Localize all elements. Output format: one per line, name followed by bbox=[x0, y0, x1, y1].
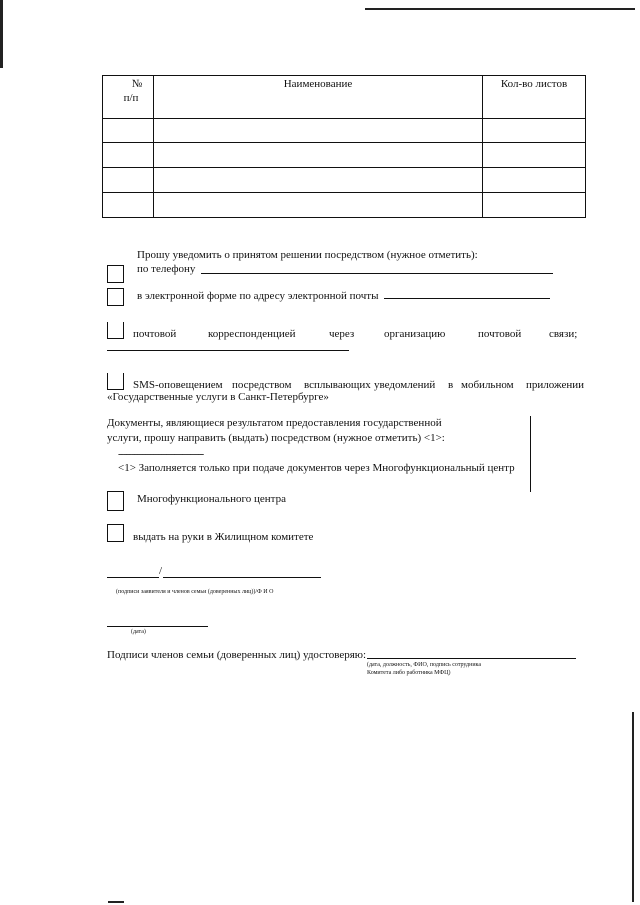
certify-caption-line2: Комитета либо работника МФЦ) bbox=[367, 670, 451, 676]
table-row bbox=[103, 168, 586, 193]
col-sheets-header: Кол-во листов bbox=[483, 76, 586, 119]
sms-word: уведомлений bbox=[374, 379, 436, 391]
post-word: почтовой bbox=[478, 328, 522, 340]
col-num-header: № п/п bbox=[103, 76, 154, 119]
sms-word: приложении bbox=[526, 379, 584, 391]
documents-table bbox=[102, 75, 586, 218]
table-cell[interactable] bbox=[103, 119, 154, 143]
table-cell[interactable] bbox=[483, 193, 586, 218]
sms-word: посредством bbox=[232, 379, 292, 391]
scan-edge-left bbox=[0, 0, 3, 68]
result-bracket-line bbox=[530, 416, 531, 492]
table-cell[interactable] bbox=[483, 119, 586, 143]
post-address-field[interactable] bbox=[107, 350, 349, 351]
table-header-row bbox=[103, 76, 586, 119]
table-cell[interactable] bbox=[154, 193, 483, 218]
notify-post-checkbox[interactable] bbox=[107, 322, 124, 339]
signature-slash: / bbox=[159, 565, 163, 577]
scan-edge-bottom bbox=[108, 901, 124, 903]
table-cell[interactable] bbox=[103, 143, 154, 168]
table-cell[interactable] bbox=[103, 168, 154, 193]
notify-sms-checkbox[interactable] bbox=[107, 373, 124, 390]
deliver-committee-checkbox[interactable] bbox=[107, 524, 124, 542]
phone-number-field[interactable] bbox=[201, 273, 553, 274]
notify-email-label: в электронной форме по адресу электронной почты bbox=[137, 290, 379, 302]
scan-edge-top bbox=[365, 8, 635, 10]
date-caption: (дата) bbox=[131, 629, 146, 635]
post-word: корреспонденцией bbox=[208, 328, 296, 340]
sms-app-name: «Государственные услуги в Санкт-Петербурге» bbox=[107, 391, 329, 403]
footnote-text: <1> Заполняется только при подаче документов через Многофункциональный центр bbox=[118, 462, 515, 474]
col-name-header: Наименование bbox=[154, 76, 483, 119]
notify-phone-checkbox[interactable] bbox=[107, 265, 124, 283]
table-cell[interactable] bbox=[154, 168, 483, 193]
result-text-line2: услуги, прошу направить (выдать) посредством (нужное отметить) <1>: bbox=[107, 432, 445, 444]
table-row bbox=[103, 143, 586, 168]
certify-label: Подписи членов семьи (доверенных лиц) удостоверяю: bbox=[107, 649, 367, 661]
notify-intro: Прошу уведомить о принятом решении посредством (нужное отметить): bbox=[137, 249, 478, 261]
certify-field[interactable] bbox=[367, 658, 576, 659]
post-word: связи; bbox=[549, 328, 578, 340]
date-field[interactable] bbox=[107, 626, 208, 627]
deliver-mfc-label: Многофункционального центра bbox=[137, 493, 286, 505]
table-cell[interactable] bbox=[154, 119, 483, 143]
sms-word: мобильном bbox=[461, 379, 514, 391]
post-word: почтовой bbox=[133, 328, 177, 340]
notify-phone-label: по телефону bbox=[137, 263, 196, 275]
table-cell[interactable] bbox=[483, 143, 586, 168]
table-cell[interactable] bbox=[103, 193, 154, 218]
footnote-rule: -------------------------------- bbox=[118, 448, 204, 460]
sms-word: всплывающих bbox=[304, 379, 371, 391]
notify-email-checkbox[interactable] bbox=[107, 288, 124, 306]
scan-edge-right bbox=[632, 712, 634, 902]
result-text-line1: Документы, являющиеся результатом предоставления государственной bbox=[107, 417, 442, 429]
table-cell[interactable] bbox=[154, 143, 483, 168]
table-row bbox=[103, 119, 586, 143]
email-address-field[interactable] bbox=[384, 298, 550, 299]
table-row bbox=[103, 193, 586, 218]
signature-name-field[interactable] bbox=[163, 577, 321, 578]
deliver-committee-label: выдать на руки в Жилищном комитете bbox=[133, 531, 314, 543]
deliver-mfc-checkbox[interactable] bbox=[107, 491, 124, 511]
sms-word: SMS-оповещением bbox=[133, 379, 223, 391]
post-word: через bbox=[329, 328, 355, 340]
certify-caption-line1: (дата, должность, ФИО, подпись сотрудника bbox=[367, 662, 482, 668]
post-word: организацию bbox=[384, 328, 446, 340]
signature-field[interactable] bbox=[107, 577, 159, 578]
sms-word: в bbox=[448, 379, 454, 391]
signature-caption: (подписи заявителя и членов семьи (доверенных лиц))/Ф И О bbox=[116, 589, 274, 595]
table-cell[interactable] bbox=[483, 168, 586, 193]
